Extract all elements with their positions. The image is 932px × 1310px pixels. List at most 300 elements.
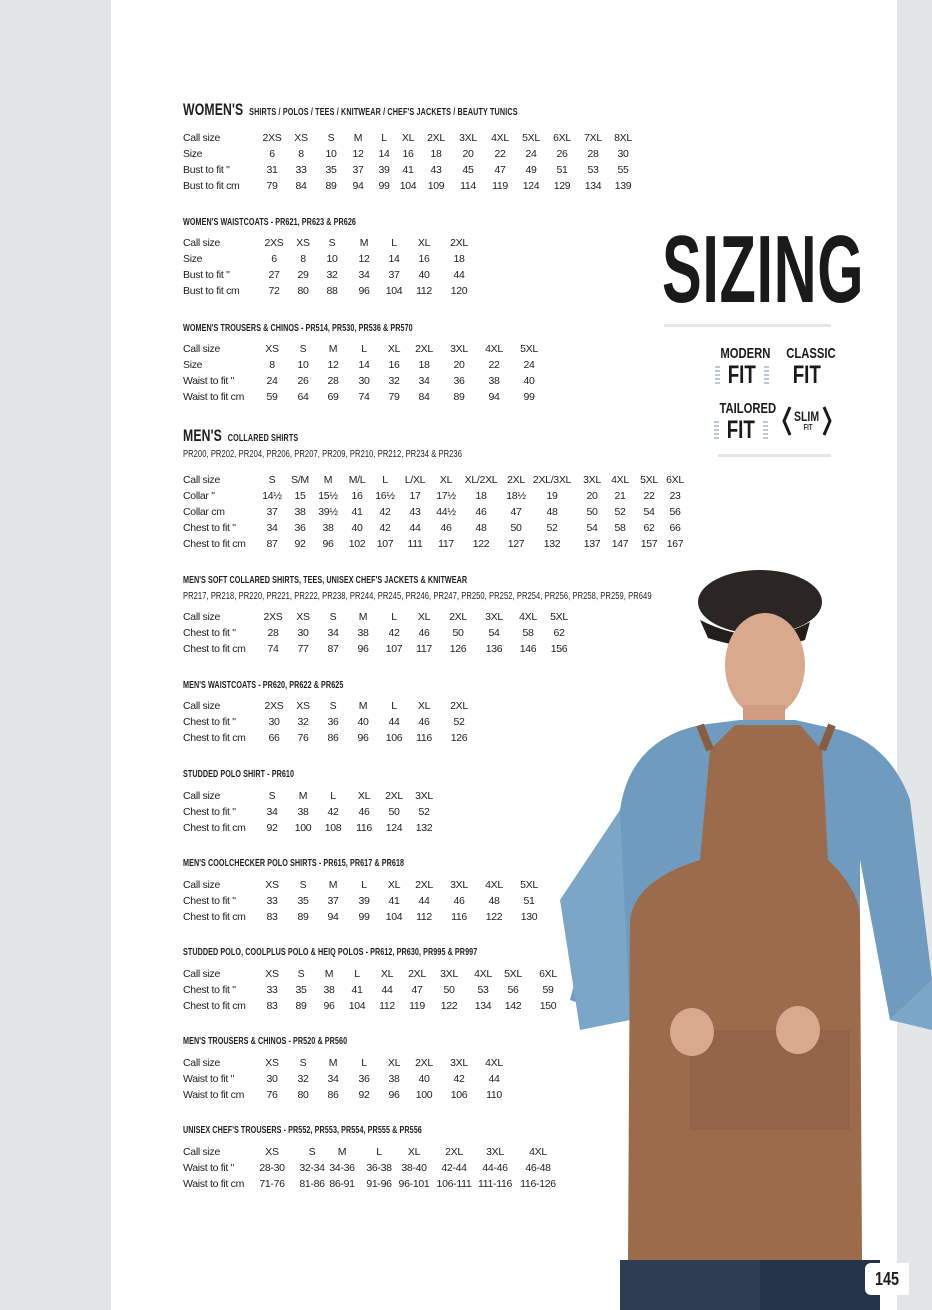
table-cell: 42 xyxy=(327,806,339,818)
table-cell: 119 xyxy=(409,1000,425,1012)
table-cell: 2XL xyxy=(449,611,467,623)
table-cell: 38-40 xyxy=(401,1162,427,1174)
table-cell: 22 xyxy=(494,148,506,160)
table-cell: 3XL xyxy=(440,968,458,980)
table-cell: 45 xyxy=(462,164,474,176)
product-codes: PR217, PR218, PR220, PR221, PR222, PR238, PR244, PR245, PR246, PR247, PR250, PR252, PR254, PR256, PR258, PR259, PR649 xyxy=(183,590,652,602)
womens-subheading: SHIRTS / POLOS / TEES / KNITWEAR / CHEF'S JACKETS / BEAUTY TUNICS xyxy=(249,107,518,118)
table-cell: 94 xyxy=(352,180,364,192)
table-cell: 112 xyxy=(416,285,432,297)
table-cell: 119 xyxy=(492,180,508,192)
table-cell: 3XL xyxy=(583,474,601,486)
table-cell: 18 xyxy=(430,148,442,160)
row-label: Call size xyxy=(183,1146,220,1158)
table-cell: 16 xyxy=(351,490,363,502)
table-cell: XL xyxy=(380,968,394,980)
table-cell: 22 xyxy=(488,359,500,371)
table-cell: 40 xyxy=(418,1073,430,1085)
table-cell: 56 xyxy=(669,506,681,518)
table-cell: 110 xyxy=(486,1089,502,1101)
table-cell: 5XL xyxy=(640,474,658,486)
table-cell: 16 xyxy=(388,359,400,371)
table-cell: 96 xyxy=(357,732,369,744)
row-label: Waist to fit cm xyxy=(183,391,245,403)
table-cell: XS xyxy=(296,700,310,712)
row-label: Call size xyxy=(183,790,220,802)
table-cell: 6 xyxy=(269,148,275,160)
table-cell: 36-38 xyxy=(366,1162,392,1174)
table-cell: 84 xyxy=(295,180,307,192)
table-cell: 32 xyxy=(297,716,309,728)
row-label: Chest to fit " xyxy=(183,716,236,728)
table-cell: XL xyxy=(387,1057,401,1069)
table-cell: 91-96 xyxy=(366,1178,392,1190)
table-cell: S xyxy=(299,879,307,891)
table-cell: 116 xyxy=(416,732,432,744)
row-label: Waist to fit " xyxy=(183,1162,235,1174)
table-cell: 3XL xyxy=(485,611,503,623)
table-cell: 23 xyxy=(669,490,681,502)
table-cell: L xyxy=(391,237,397,249)
table-cell: 108 xyxy=(324,822,342,834)
table-cell: 2XL xyxy=(408,968,426,980)
table-cell: XL xyxy=(407,1146,421,1158)
row-label: Call size xyxy=(183,700,220,712)
table-cell: 89 xyxy=(295,1000,307,1012)
table-cell: S xyxy=(297,968,305,980)
table-cell: 114 xyxy=(460,180,476,192)
table-cell: 27 xyxy=(268,269,280,281)
row-label: Bust to fit cm xyxy=(183,285,240,297)
table-cell: 3XL xyxy=(450,879,468,891)
table-cell: 2XS xyxy=(264,237,284,249)
table-cell: 92 xyxy=(294,538,306,550)
table-cell: S/M xyxy=(291,474,309,486)
table-cell: 26 xyxy=(297,375,309,387)
table-cell: 7XL xyxy=(584,132,602,144)
table-cell: 38 xyxy=(488,375,500,387)
table-cell: 59 xyxy=(266,391,278,403)
table-cell: 54 xyxy=(586,522,598,534)
table-cell: 39 xyxy=(358,895,370,907)
table-cell: 30 xyxy=(266,1073,278,1085)
table-cell: 53 xyxy=(587,164,599,176)
table-cell: M xyxy=(324,968,334,980)
table-cell: 104 xyxy=(385,911,403,923)
table-cell: 4XL xyxy=(485,343,503,355)
table-cell: 50 xyxy=(586,506,598,518)
table-cell: 104 xyxy=(385,285,403,297)
table-cell: 14 xyxy=(388,253,400,265)
table-cell: 74 xyxy=(358,391,370,403)
table-cell: 52 xyxy=(418,806,430,818)
table-cell: 2XL/3XL xyxy=(532,474,572,486)
table-cell: 10 xyxy=(297,359,309,371)
table-cell: 62 xyxy=(643,522,655,534)
table-cell: 37 xyxy=(266,506,278,518)
table-cell: 12 xyxy=(352,148,364,160)
table-cell: 89 xyxy=(325,180,337,192)
table-cell: 44½ xyxy=(436,506,456,518)
table-cell: M xyxy=(328,1057,338,1069)
table-cell: 16 xyxy=(402,148,414,160)
table-cell: 83 xyxy=(266,1000,278,1012)
row-label: Chest to fit " xyxy=(183,522,236,534)
table-cell: M xyxy=(358,700,368,712)
table-cell: 28 xyxy=(327,375,339,387)
divider xyxy=(718,454,831,457)
table-cell: S xyxy=(268,474,276,486)
table-cell: L xyxy=(361,879,367,891)
table-cell: 34 xyxy=(327,1073,339,1085)
table-cell: 96 xyxy=(322,538,334,550)
row-label: Call size xyxy=(183,132,220,144)
table-cell: 24 xyxy=(523,359,535,371)
table-cell: 130 xyxy=(520,911,538,923)
table-cell: S xyxy=(327,132,335,144)
row-label: Call size xyxy=(183,968,220,980)
table-cell: 106-111 xyxy=(436,1178,472,1190)
table-cell: 112 xyxy=(416,911,432,923)
table-cell: 136 xyxy=(485,643,503,655)
table-cell: 74 xyxy=(267,643,279,655)
table-cell: L xyxy=(381,132,387,144)
table-cell: 30 xyxy=(617,148,629,160)
table-cell: 76 xyxy=(266,1089,278,1101)
table-cell: 34-36 xyxy=(329,1162,355,1174)
row-label: Chest to fit cm xyxy=(183,643,246,655)
table-cell: 14 xyxy=(358,359,370,371)
table-cell: S xyxy=(308,1146,316,1158)
table-cell: XS xyxy=(265,343,279,355)
badge-bottom-text: FIT xyxy=(727,361,757,389)
table-cell: 16½ xyxy=(375,490,395,502)
table-cell: 5XL xyxy=(550,611,568,623)
table-cell: 44 xyxy=(453,269,465,281)
table-cell: 2XL xyxy=(385,790,403,802)
table-cell: 36 xyxy=(294,522,306,534)
table-cell: 2XL xyxy=(450,237,468,249)
table-cell: 50 xyxy=(510,522,522,534)
table-cell: 47 xyxy=(494,164,506,176)
table-cell: L xyxy=(391,700,397,712)
table-cell: 24 xyxy=(525,148,537,160)
table-cell: 80 xyxy=(297,1089,309,1101)
table-cell: 79 xyxy=(266,180,278,192)
table-cell: 89 xyxy=(297,911,309,923)
table-cell: 46 xyxy=(418,627,430,639)
table-cell: 17 xyxy=(409,490,421,502)
table-cell: 18½ xyxy=(506,490,526,502)
table-cell: 21 xyxy=(614,490,626,502)
table-cell: 167 xyxy=(666,538,684,550)
table-cell: 44 xyxy=(381,984,393,996)
table-cell: 5XL xyxy=(520,343,538,355)
table-cell: XL/2XL xyxy=(464,474,498,486)
table-cell: 4XL xyxy=(485,1057,503,1069)
table-cell: 51 xyxy=(523,895,535,907)
table-cell: 8 xyxy=(300,253,306,265)
table-cell: M xyxy=(358,611,368,623)
table-cell: 52 xyxy=(546,522,558,534)
table-cell: 111-116 xyxy=(477,1178,513,1190)
mens-subheading: COLLARED SHIRTS xyxy=(227,433,299,444)
table-cell: 32 xyxy=(326,269,338,281)
table-cell: 71-76 xyxy=(259,1178,285,1190)
table-cell: 48 xyxy=(475,522,487,534)
table-cell: 8 xyxy=(298,148,304,160)
table-cell: XS xyxy=(296,237,310,249)
table-cell: 18 xyxy=(418,359,430,371)
mens-heading xyxy=(183,426,298,446)
table-cell: 41 xyxy=(351,984,363,996)
row-label: Collar cm xyxy=(183,506,225,518)
table-cell: 94 xyxy=(327,911,339,923)
table-cell: 89 xyxy=(453,391,465,403)
table-cell: 2XL xyxy=(427,132,445,144)
table-cell: 42-44 xyxy=(441,1162,467,1174)
womens-heading xyxy=(183,100,518,120)
table-cell: 44-46 xyxy=(482,1162,508,1174)
table-cell: 35 xyxy=(297,895,309,907)
table-cell: 35 xyxy=(295,984,307,996)
table-cell: 106 xyxy=(385,732,403,744)
table-cell: 33 xyxy=(266,984,278,996)
table-cell: 34 xyxy=(358,269,370,281)
table-cell: 3XL xyxy=(450,1057,468,1069)
table-cell: S xyxy=(299,343,307,355)
table-cell: 6XL xyxy=(666,474,684,486)
table-cell: 39 xyxy=(378,164,390,176)
table-cell: XL xyxy=(387,879,401,891)
table-cell: 49 xyxy=(525,164,537,176)
table-cell: 40 xyxy=(357,716,369,728)
table-cell: 40 xyxy=(418,269,430,281)
table-cell: 15½ xyxy=(318,490,338,502)
table-cell: 47 xyxy=(510,506,522,518)
table-cell: 28 xyxy=(587,148,599,160)
badge-bottom-text: FIT xyxy=(792,361,822,389)
table-cell: 157 xyxy=(640,538,658,550)
table-cell: 33 xyxy=(266,895,278,907)
table-cell: 55 xyxy=(617,164,629,176)
table-cell: 59 xyxy=(542,984,554,996)
table-cell: 87 xyxy=(266,538,278,550)
table-cell: 6XL xyxy=(553,132,571,144)
table-cell: 3XL xyxy=(459,132,477,144)
table-cell: M xyxy=(328,343,338,355)
table-cell: S xyxy=(328,237,336,249)
table-cell: 87 xyxy=(327,643,339,655)
table-cell: 122 xyxy=(440,1000,458,1012)
table-cell: XL xyxy=(387,343,401,355)
table-cell: S xyxy=(299,1057,307,1069)
table-cell: 34 xyxy=(327,627,339,639)
table-cell: 116 xyxy=(356,822,372,834)
section-title: MEN'S TROUSERS & CHINOS - PR520 & PR560 xyxy=(183,1036,348,1047)
badge-top-text: SLIM xyxy=(794,408,820,424)
table-cell: 34 xyxy=(266,522,278,534)
table-cell: 32-34 xyxy=(299,1162,325,1174)
table-cell: 80 xyxy=(297,285,309,297)
table-cell: 2XL xyxy=(507,474,525,486)
table-cell: 104 xyxy=(348,1000,366,1012)
table-cell: 4XL xyxy=(611,474,629,486)
badge-bottom-text: FIT xyxy=(803,423,813,432)
table-cell: 42 xyxy=(379,522,391,534)
modern-fit-badge xyxy=(712,345,772,388)
table-cell: XS xyxy=(296,611,310,623)
row-label: Size xyxy=(183,148,203,160)
table-cell: 127 xyxy=(507,538,525,550)
table-cell: 3XL xyxy=(450,343,468,355)
table-cell: 99 xyxy=(523,391,535,403)
table-cell: 92 xyxy=(266,822,278,834)
table-cell: 34 xyxy=(266,806,278,818)
table-cell: XS xyxy=(265,1146,279,1158)
badge-top-text: CLASSIC xyxy=(786,345,836,362)
table-cell: 4XL xyxy=(491,132,509,144)
section-title: MEN'S COOLCHECKER POLO SHIRTS - PR615, PR617 & PR618 xyxy=(183,858,405,869)
badge-bottom-text: FIT xyxy=(726,416,756,444)
table-cell: L xyxy=(361,343,367,355)
table-cell: 96 xyxy=(323,1000,335,1012)
mens-title: MEN'S xyxy=(183,426,223,445)
table-cell: 156 xyxy=(550,643,568,655)
row-label: Chest to fit " xyxy=(183,627,236,639)
table-cell: 20 xyxy=(586,490,598,502)
row-label: Chest to fit " xyxy=(183,895,236,907)
table-cell: 6 xyxy=(271,253,277,265)
table-cell: 86 xyxy=(327,1089,339,1101)
table-cell: 100 xyxy=(415,1089,433,1101)
row-label: Chest to fit cm xyxy=(183,911,246,923)
table-cell: 36 xyxy=(453,375,465,387)
table-cell: 10 xyxy=(325,148,337,160)
table-cell: 30 xyxy=(297,627,309,639)
table-cell: 14½ xyxy=(262,490,282,502)
table-cell: M xyxy=(298,790,308,802)
table-cell: L xyxy=(354,968,360,980)
table-cell: 84 xyxy=(418,391,430,403)
row-label: Chest to fit cm xyxy=(183,1000,246,1012)
badge-top-text: TAILORED xyxy=(719,400,777,417)
table-cell: 132 xyxy=(543,538,561,550)
table-cell: 5XL xyxy=(504,968,522,980)
table-cell: 8XL xyxy=(614,132,632,144)
table-cell: 94 xyxy=(488,391,500,403)
table-cell: 100 xyxy=(294,822,312,834)
table-cell: 20 xyxy=(462,148,474,160)
table-cell: 10 xyxy=(326,253,338,265)
table-cell: 48 xyxy=(488,895,500,907)
table-cell: 48 xyxy=(546,506,558,518)
table-cell: 54 xyxy=(488,627,500,639)
table-cell: 18 xyxy=(475,490,487,502)
table-cell: 52 xyxy=(453,716,465,728)
page-number-text: 145 xyxy=(874,1269,900,1289)
table-cell: L xyxy=(382,474,388,486)
table-cell: 44 xyxy=(418,895,430,907)
table-cell: 14 xyxy=(378,148,390,160)
table-cell: 20 xyxy=(453,359,465,371)
table-cell: L xyxy=(391,611,397,623)
table-cell: 38 xyxy=(322,522,334,534)
section-title: STUDDED POLO SHIRT - PR610 xyxy=(183,769,295,780)
table-cell: 122 xyxy=(472,538,490,550)
table-cell: 96-101 xyxy=(398,1178,430,1190)
table-cell: 32 xyxy=(297,1073,309,1085)
table-cell: 47 xyxy=(411,984,423,996)
table-cell: 79 xyxy=(388,391,400,403)
table-cell: 41 xyxy=(402,164,414,176)
table-cell: M/L xyxy=(348,474,366,486)
table-cell: 16 xyxy=(418,253,430,265)
table-cell: 2XL xyxy=(450,700,468,712)
table-cell: 37 xyxy=(327,895,339,907)
table-cell: 38 xyxy=(294,506,306,518)
table-cell: 42 xyxy=(379,506,391,518)
table-cell: 12 xyxy=(358,253,370,265)
row-label: Call size xyxy=(183,611,220,623)
table-cell: 34 xyxy=(418,375,430,387)
table-cell: XL xyxy=(417,237,431,249)
section-title: WOMEN'S TROUSERS & CHINOS - PR514, PR530, PR536 & PR570 xyxy=(183,323,413,334)
section-title: MEN'S SOFT COLLARED SHIRTS, TEES, UNISEX CHEF'S JACKETS & KNITWEAR xyxy=(183,575,468,586)
table-cell: 37 xyxy=(352,164,364,176)
table-cell: L xyxy=(330,790,336,802)
table-cell: 30 xyxy=(358,375,370,387)
table-cell: 46 xyxy=(475,506,487,518)
table-cell: 2XL xyxy=(445,1146,463,1158)
table-cell: 50 xyxy=(443,984,455,996)
table-cell: 2XL xyxy=(415,1057,433,1069)
table-cell: 4XL xyxy=(474,968,492,980)
table-cell: 99 xyxy=(378,180,390,192)
table-cell: 30 xyxy=(268,716,280,728)
table-cell: L/XL xyxy=(404,474,426,486)
table-cell: 22 xyxy=(643,490,655,502)
page-number xyxy=(865,1263,909,1295)
table-cell: 31 xyxy=(266,164,278,176)
row-label: Bust to fit " xyxy=(183,269,230,281)
table-cell: 96 xyxy=(388,1089,400,1101)
table-cell: XL xyxy=(417,700,431,712)
table-cell: 5XL xyxy=(522,132,540,144)
table-cell: 38 xyxy=(323,984,335,996)
row-label: Bust to fit " xyxy=(183,164,230,176)
table-cell: 12 xyxy=(327,359,339,371)
table-cell: 44 xyxy=(488,1073,500,1085)
table-cell: 122 xyxy=(485,911,503,923)
table-cell: 116-126 xyxy=(520,1178,556,1190)
table-cell: 120 xyxy=(450,285,468,297)
row-label: Waist to fit cm xyxy=(183,1089,245,1101)
table-cell: 41 xyxy=(388,895,400,907)
section-title: UNISEX CHEF'S TROUSERS - PR552, PR553, PR554, PR555 & PR556 xyxy=(183,1125,422,1136)
table-cell: 52 xyxy=(614,506,626,518)
table-cell: S xyxy=(268,790,276,802)
table-cell: 116 xyxy=(451,911,467,923)
table-cell: L xyxy=(376,1146,382,1158)
row-label: Chest to fit cm xyxy=(183,732,246,744)
table-cell: 19 xyxy=(546,490,558,502)
table-cell: 37 xyxy=(388,269,400,281)
table-cell: 46 xyxy=(440,522,452,534)
table-cell: 107 xyxy=(376,538,394,550)
table-cell: 36 xyxy=(327,716,339,728)
table-cell: XL xyxy=(439,474,453,486)
